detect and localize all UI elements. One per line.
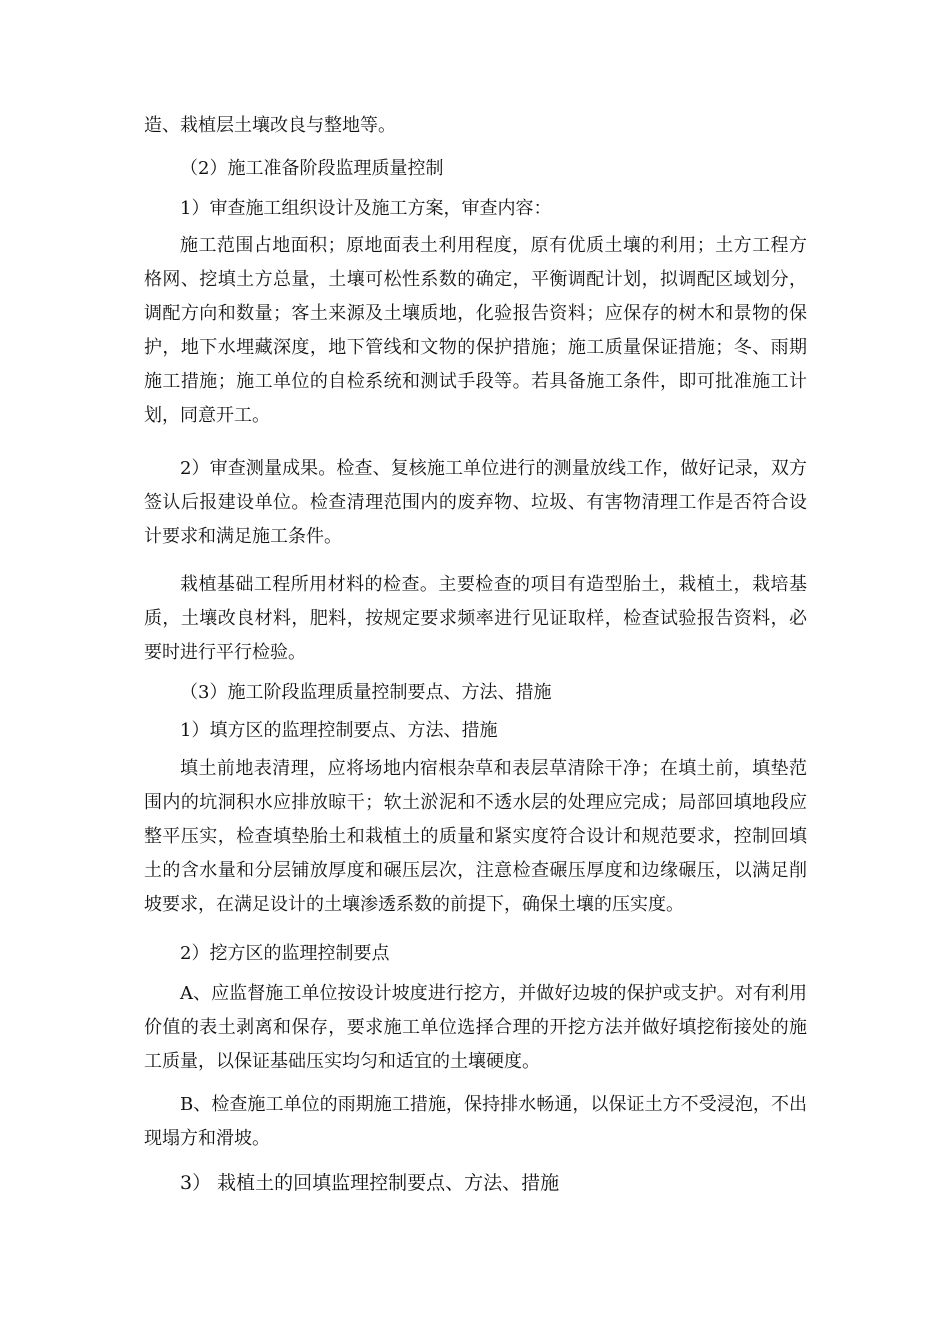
section-heading-3: （3）施工阶段监理质量控制要点、方法、措施	[180, 682, 552, 703]
paragraph-excavation-b: B、检查施工单位的雨期施工措施，保持排水畅通，以保证土方不受浸泡，不出现塌方和滑坡。	[144, 1094, 807, 1149]
paragraph-review-survey: 2）审查测量成果。检查、复核施工单位进行的测量放线工作，做好记录，双方签认后报建设单位。检查清理范围内的废弃物、垃圾、有害物清理工作是否符合设计要求和满足施工条件。	[144, 458, 807, 547]
subheading-review-design: 1）审查施工组织设计及施工方案，审查内容：	[180, 198, 552, 219]
paragraph-material-inspection: 栽植基础工程所用材料的检查。主要检查的项目有造型胎土，栽植土，栽培基质，土壤改良材料，肥料，按规定要求频率进行见证取样，检查试验报告资料，必要时进行平行检验。	[144, 574, 807, 663]
section-heading-2: （2）施工准备阶段监理质量控制	[180, 158, 444, 179]
paragraph-fill-area: 填土前地表清理，应将场地内宿根杂草和表层草清除干净；在填土前，填垫范围内的坑洞积水应排放晾干；软土淤泥和不透水层的处理应完成；局部回填地段应整平压实，检查填垫胎土和栽植土的质量和紧实度符合设计和规范要求，控制回填土的含水量和分层铺放厚度和碾压层次，注意检查碾压厚度和边缘碾压，以满足削坡要求，在满足设计的土壤渗透系数的前提下，确保土壤的压实度。	[144, 758, 807, 915]
subheading-planting-soil: 3） 栽植土的回填监理控制要点、方法、措施	[180, 1172, 560, 1194]
subheading-fill-area: 1）填方区的监理控制要点、方法、措施	[180, 720, 498, 741]
paragraph-continuation: 造、栽植层土壤改良与整地等。	[144, 115, 396, 136]
subheading-excavation-area: 2）挖方区的监理控制要点	[180, 943, 390, 964]
paragraph-review-content: 施工范围占地面积；原地面表土利用程度，原有优质土壤的利用；土方工程方格网、挖填土方总量，土壤可松性系数的确定，平衡调配计划，拟调配区域划分，调配方向和数量；客土来源及土壤质地，化验报告资料；应保存的树木和景物的保护，地下水埋藏深度，地下管线和文物的保护措施；施工质量保证措施；冬、雨期施工措施；施工单位的自检系统和测试手段等。若具备施工条件，即可批准施工计划，同意开工。	[144, 235, 807, 426]
paragraph-excavation-a: A、应监督施工单位按设计坡度进行挖方，并做好边坡的保护或支护。对有利用价值的表土剥离和保存，要求施工单位选择合理的开挖方法并做好填挖衔接处的施工质量，以保证基础压实均匀和适宜的土壤硬度。	[144, 983, 807, 1072]
